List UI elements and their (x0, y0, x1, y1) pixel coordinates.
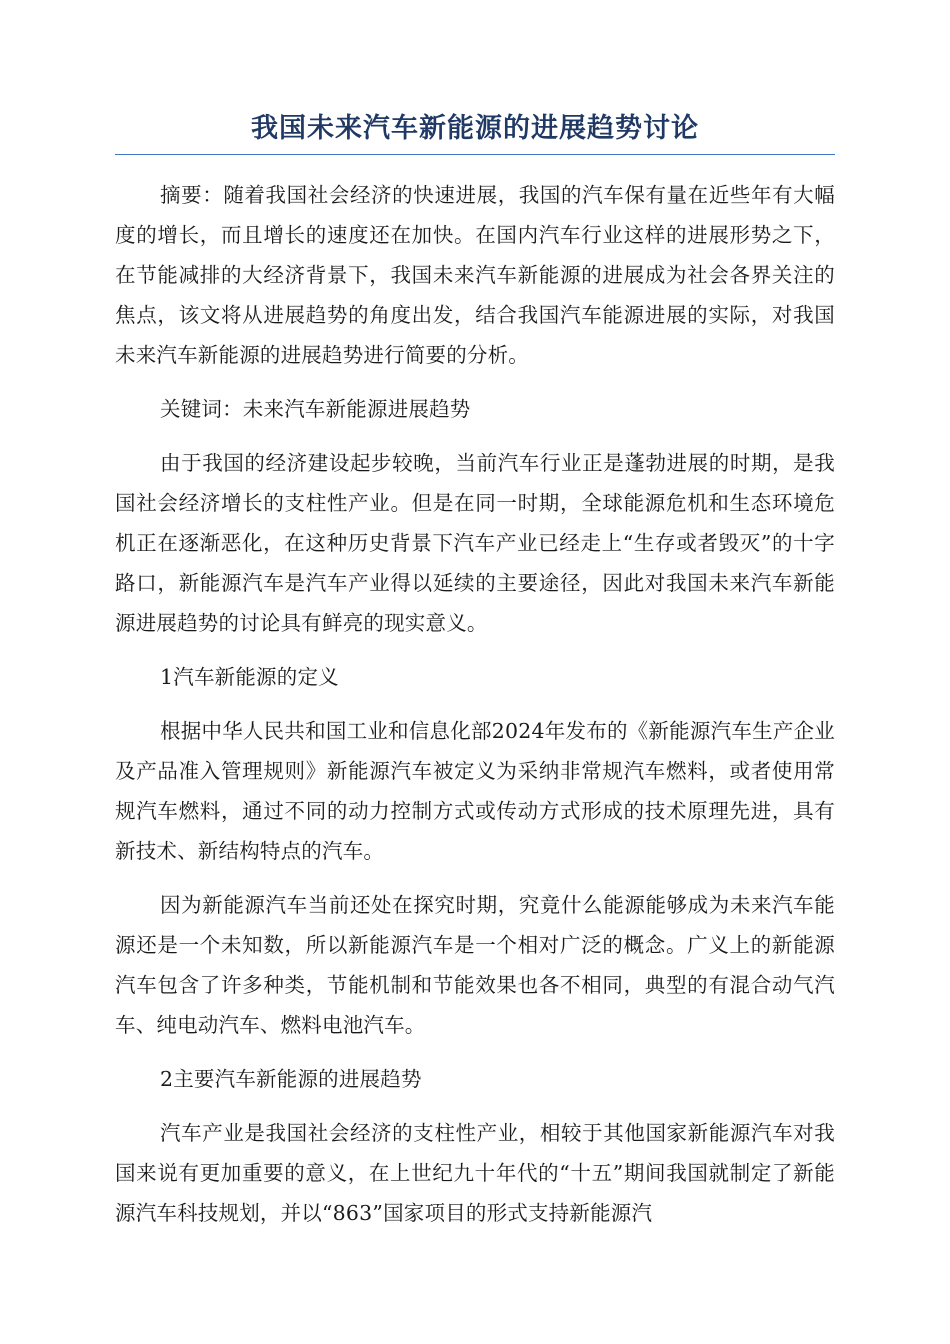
spacer (115, 1045, 835, 1059)
spacer (115, 871, 835, 885)
intro-paragraph: 由于我国的经济建设起步较晚，当前汽车行业正是蓬勃进展的时期，是我国社会经济增长的支柱性产业。但是在同一时期，全球能源危机和生态环境危机正在逐渐恶化，在这种历史背景下汽车产业已经走上“生存或者毁灭”的十字路口，新能源汽车是汽车产业得以延续的主要途径，因此对我国未来汽车新能源进展趋势的讨论具有鲜亮的现实意义。 (115, 451, 835, 635)
spacer (115, 155, 835, 175)
spacer (115, 697, 835, 711)
keywords-paragraph: 关键词：未来汽车新能源进展趋势 (160, 397, 471, 421)
document-page (115, 112, 835, 1233)
spacer (115, 643, 835, 657)
definition-paragraph: 根据中华人民共和国工业和信息化部2024年发布的《新能源汽车生产企业及产品准入管理规则》新能源汽车被定义为采纳非常规汽车燃料，或者使用常规汽车燃料，通过不同的动力控制方式或传动方式形成的技术原理先进，具有新技术、新结构特点的汽车。 (115, 719, 835, 863)
concept-paragraph: 因为新能源汽车当前还处在探究时期，究竟什么能源能够成为未来汽车能源还是一个未知数，所以新能源汽车是一个相对广泛的概念。广义上的新能源汽车包含了许多种类，节能机制和节能效果也各不相同，典型的有混合动气汽车、纯电动汽车、燃料电池汽车。 (115, 893, 835, 1037)
section-2-heading: 2主要汽车新能源的进展趋势 (160, 1067, 422, 1091)
section-1-heading: 1汽车新能源的定义 (160, 665, 339, 689)
document-title: 我国未来汽车新能源的进展趋势讨论 (115, 112, 835, 155)
spacer (115, 1099, 835, 1113)
spacer (115, 429, 835, 443)
industry-paragraph: 汽车产业是我国社会经济的支柱性产业，相较于其他国家新能源汽车对我国来说有更加重要的意义，在上世纪九十年代的“十五”期间我国就制定了新能源汽车科技规划，并以“863”国家项目的形式支持新能源汽 (115, 1121, 835, 1225)
spacer (115, 375, 835, 389)
abstract-paragraph: 摘要：随着我国社会经济的快速进展，我国的汽车保有量在近些年有大幅度的增长，而且增长的速度还在加快。在国内汽车行业这样的进展形势之下，在节能减排的大经济背景下，我国未来汽车新能源的进展成为社会各界关注的焦点，该文将从进展趋势的角度出发，结合我国汽车能源进展的实际，对我国未来汽车新能源的进展趋势进行简要的分析。 (115, 183, 835, 367)
